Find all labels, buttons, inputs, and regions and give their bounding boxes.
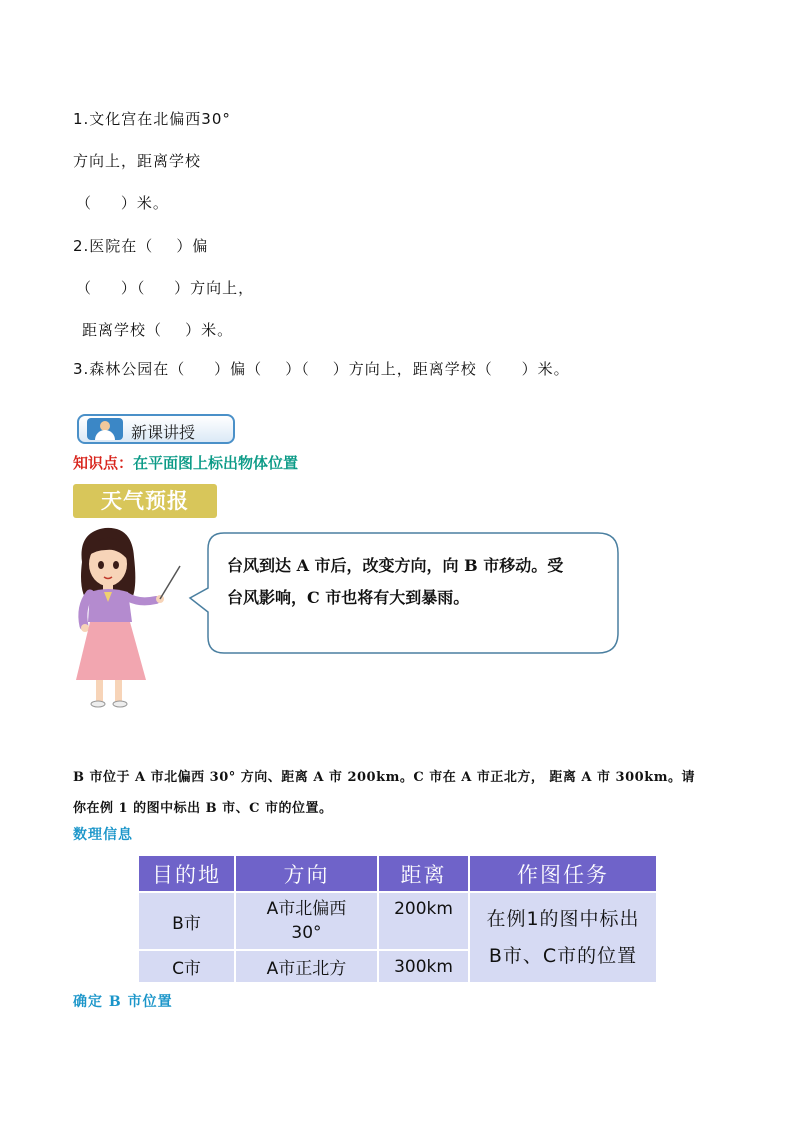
question-1-line-3: （ ）米。 — [76, 194, 169, 212]
new-lesson-badge — [77, 414, 235, 444]
teacher-illustration — [60, 522, 190, 712]
weather-forecast-title: 天气预报 — [73, 484, 217, 518]
task-line-2: B市、C市的位置 — [488, 944, 638, 967]
cell-destination: B市 — [138, 892, 235, 950]
cell-task — [469, 892, 657, 983]
cell-distance: 200km — [378, 892, 469, 950]
cell-direction: A市正北方 — [235, 950, 378, 983]
knowledge-point-label: 知识点： — [73, 454, 134, 472]
cell-destination: C市 — [138, 950, 235, 983]
question-2-line-1: 2.医院在（ ）偏 — [73, 237, 209, 255]
question-2-line-2: （ ）（ ）方向上， — [76, 279, 255, 297]
speech-line-1: 台风到达 A 市后，改变方向，向 B 市移动。受 — [227, 556, 564, 575]
speech-bubble-text — [227, 550, 607, 614]
knowledge-point-text: 在平面图上标出物体位置 — [133, 454, 299, 472]
cell-distance: 300km — [378, 950, 469, 983]
cell-direction-line-1: A市北偏西 — [266, 899, 347, 919]
header-direction: 方向 — [235, 855, 378, 892]
speech-line-2: 台风影响，C 市也将有大到暴雨。 — [227, 588, 470, 607]
problem-line-1: B 市位于 A 市北偏西 30° 方向、距离 A 市 200km。C 市在 A 市正北方， 距离 A 市 300km。请 — [73, 770, 695, 785]
table-row — [138, 892, 657, 950]
sort-info-heading: 数理信息 — [73, 827, 133, 843]
table-header-row — [138, 855, 657, 892]
question-1-line-2: 方向上，距离学校 — [73, 152, 202, 170]
new-lesson-badge-label: 新课讲授 — [131, 423, 196, 442]
header-destination: 目的地 — [138, 855, 235, 892]
info-table — [137, 854, 658, 984]
problem-line-2: 你在例 1 的图中标出 B 市、C 市的位置。 — [73, 801, 333, 816]
teacher-icon — [87, 418, 123, 440]
cell-direction — [235, 892, 378, 950]
problem-statement — [73, 762, 723, 824]
question-1-line-1: 1.文化宫在北偏西30° — [73, 110, 231, 128]
question-2-line-3: 距离学校（ ）米。 — [82, 321, 234, 339]
cell-direction-line-2: 30° — [291, 923, 322, 943]
determine-b-heading: 确定 B 市位置 — [73, 994, 173, 1010]
header-task: 作图任务 — [469, 855, 657, 892]
question-3-line-1: 3.森林公园在（ ）偏（ ）（ ）方向上，距离学校（ ）米。 — [73, 360, 570, 378]
knowledge-point — [73, 452, 298, 473]
header-distance: 距离 — [378, 855, 469, 892]
task-line-1: 在例1的图中标出 — [486, 907, 640, 930]
